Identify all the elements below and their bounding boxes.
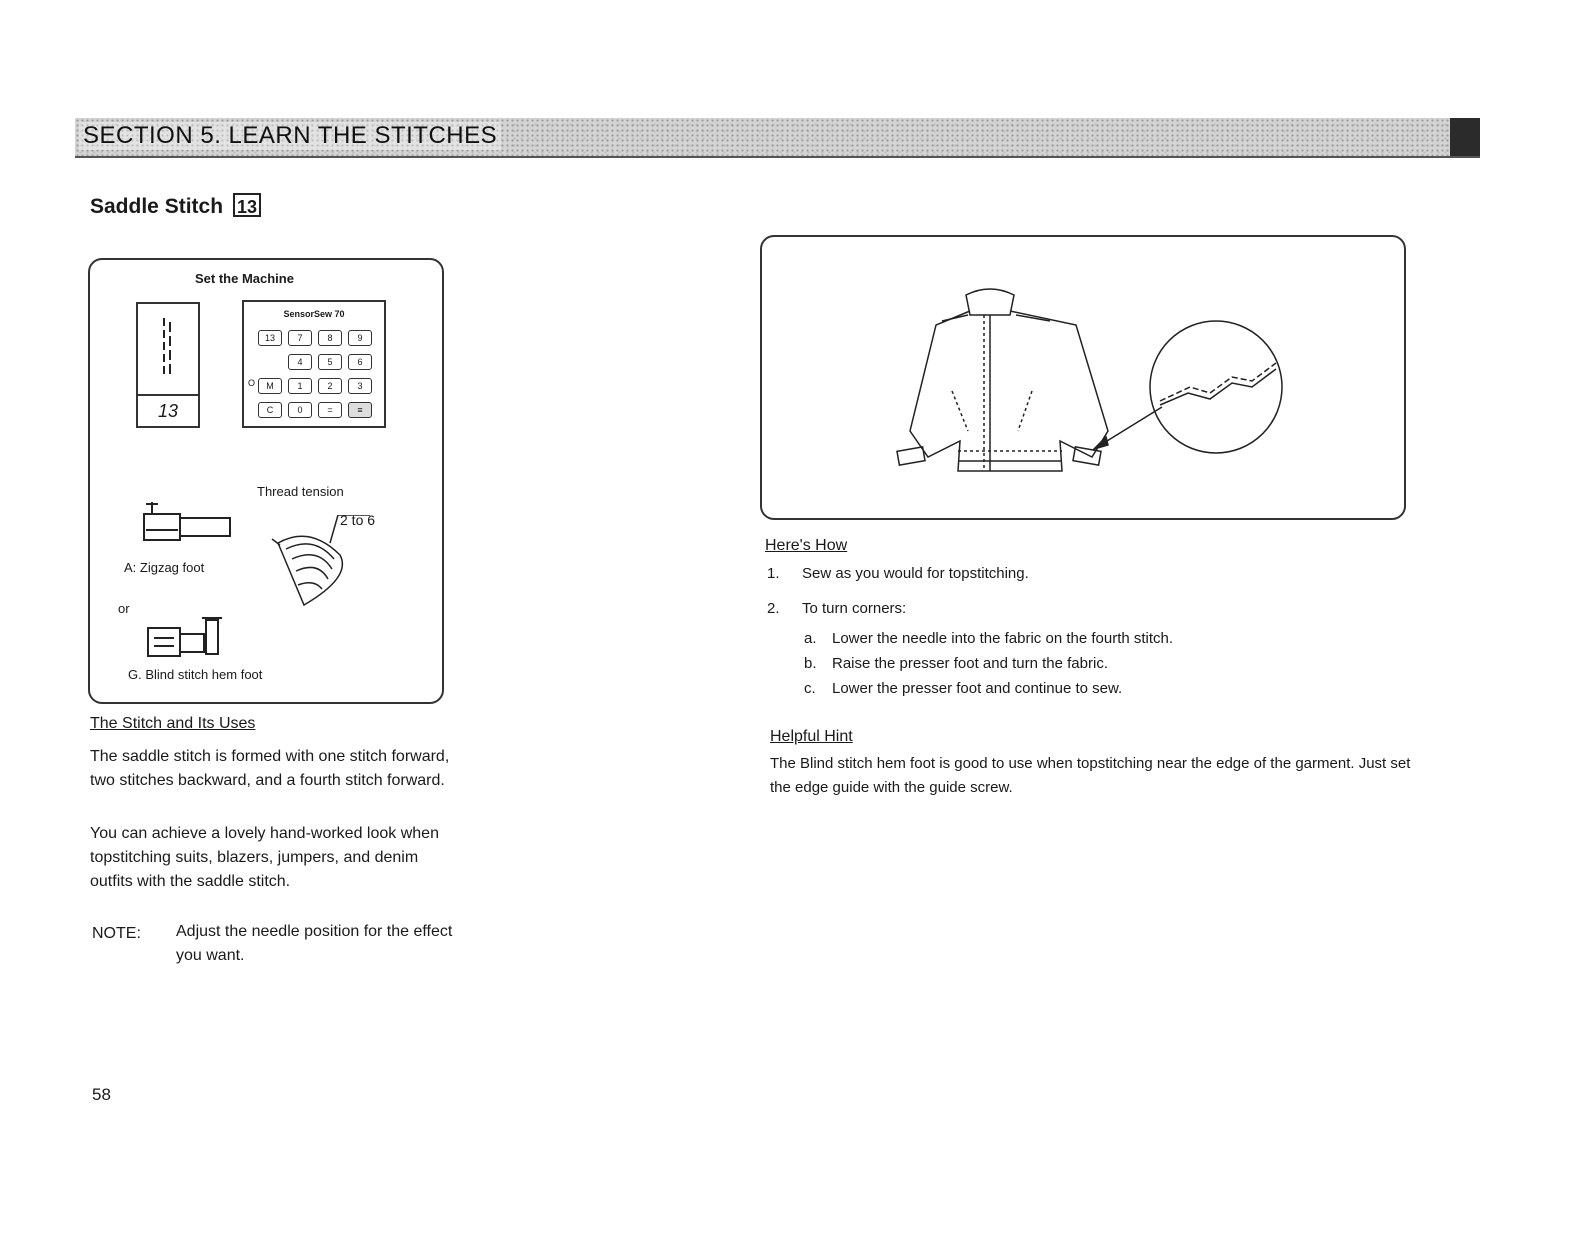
helpful-hint-heading: Helpful Hint xyxy=(770,728,853,745)
step-text: To turn corners: xyxy=(802,600,907,617)
substep-letter: a. xyxy=(804,630,817,647)
stitch-pattern-icon xyxy=(156,316,180,376)
key-2[interactable]: 2 xyxy=(318,378,342,394)
pattern-display-window xyxy=(136,302,200,428)
key-5[interactable]: 5 xyxy=(318,354,342,370)
key-m[interactable]: M xyxy=(258,378,282,394)
zigzag-foot-icon xyxy=(142,500,242,545)
substep-letter: c. xyxy=(804,680,816,697)
stitch-uses-heading: The Stitch and Its Uses xyxy=(90,715,256,732)
substep-letter: b. xyxy=(804,655,817,672)
machine-brand-label: SensorSew 70 xyxy=(283,309,345,319)
stitch-uses-paragraph-1: The saddle stitch is formed with one stitch forward, two stitches backward, and a fourth stitch forward. xyxy=(90,748,450,789)
section-banner xyxy=(75,118,1480,158)
substep-text: Lower the presser foot and continue to sew. xyxy=(832,680,1123,697)
blind-stitch-foot-label: G. Blind stitch hem foot xyxy=(128,667,263,682)
machine-settings-panel xyxy=(88,258,444,704)
substep-text: Lower the needle into the fabric on the fourth stitch. xyxy=(832,630,1174,647)
tension-dial-icon xyxy=(270,515,390,615)
mode-label: O xyxy=(248,378,256,388)
jacket-diagram-panel xyxy=(760,235,1406,520)
pattern-number-display: 13 xyxy=(138,394,198,426)
key-1[interactable]: 1 xyxy=(288,378,312,394)
note-label: NOTE: xyxy=(92,925,141,942)
substep-text: Raise the presser foot and turn the fabric. xyxy=(832,655,1108,672)
key-6[interactable]: 6 xyxy=(348,354,372,370)
page-title: Saddle Stitch xyxy=(90,195,224,218)
key-13[interactable]: 13 xyxy=(258,330,282,346)
jacket-illustration-icon xyxy=(880,281,1300,491)
key-4[interactable]: 4 xyxy=(288,354,312,370)
step-text: Sew as you would for topstitching. xyxy=(802,565,1029,582)
key-3[interactable]: 3 xyxy=(348,378,372,394)
set-machine-title: Set the Machine xyxy=(195,271,294,286)
note-text: Adjust the needle position for the effect you want. xyxy=(176,923,453,964)
page-number: 58 xyxy=(92,1085,111,1104)
helpful-hint-text: The Blind stitch hem foot is good to use when topstitching near the edge of the garment. Just set the edge guide with the guide screw. xyxy=(770,755,1411,796)
key-enter[interactable]: ≡ xyxy=(348,402,372,418)
zigzag-foot-label: A: Zigzag foot xyxy=(124,560,205,575)
keypad-panel xyxy=(242,300,386,428)
section-title: SECTION 5. LEARN THE STITCHES xyxy=(79,122,501,150)
blind-stitch-foot-icon xyxy=(146,614,236,660)
key-equals[interactable]: = xyxy=(318,402,342,418)
section-tab-marker xyxy=(1450,118,1480,156)
stitch-number-box: 13 xyxy=(233,193,261,217)
step-number: 2. xyxy=(767,600,780,617)
key-9[interactable]: 9 xyxy=(348,330,372,346)
key-c[interactable]: C xyxy=(258,402,282,418)
step-number: 1. xyxy=(767,565,780,582)
key-0[interactable]: 0 xyxy=(288,402,312,418)
stitch-uses-paragraph-2: You can achieve a lovely hand-worked look when topstitching suits, blazers, jumpers, and denim outfits with the saddle stitch. xyxy=(90,825,439,890)
or-label: or xyxy=(118,601,130,616)
key-7[interactable]: 7 xyxy=(288,330,312,346)
heres-how-heading: Here's How xyxy=(765,537,848,554)
key-8[interactable]: 8 xyxy=(318,330,342,346)
thread-tension-label: Thread tension xyxy=(257,484,344,499)
thread-tension-value: 2 to 6 xyxy=(340,512,376,528)
